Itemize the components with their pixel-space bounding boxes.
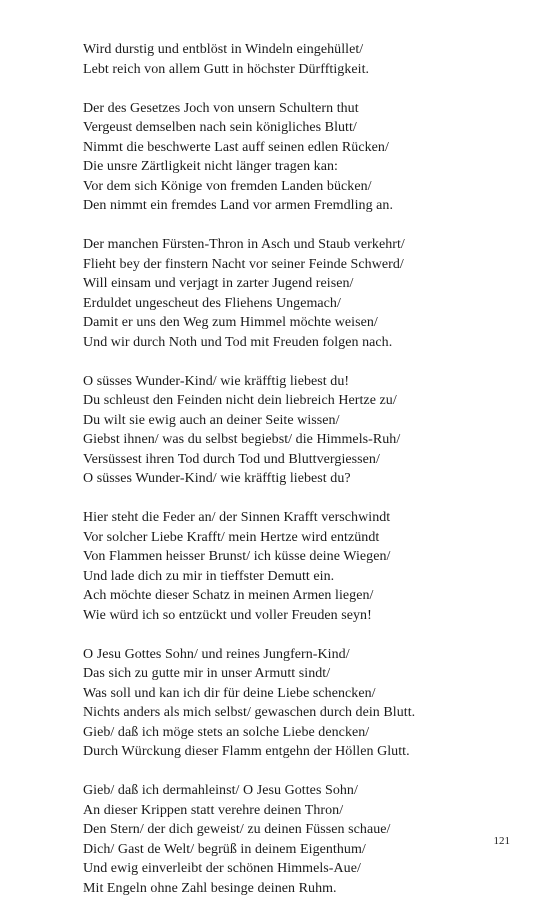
poem-line: Und ewig einverleibt der schönen Himmels-Aue/: [83, 861, 361, 876]
poem-line: O süsses Wunder-Kind/ wie kräfftig liebest du!: [83, 373, 350, 389]
poem-line: Das sich zu gutte mir in unser Armutt sindt/: [83, 666, 331, 681]
poem-line: Wird durstig und entblöst in Windeln eingehüllet/: [83, 42, 364, 57]
stanza-3: [83, 235, 523, 352]
poem-line: An dieser Krippen statt verehre deinen Thron/: [83, 802, 344, 818]
poem-line: Vor dem sich Könige von fremden Landen bücken/: [83, 178, 372, 194]
poem-line: Dich/ Gast de Welt/ begrüß in deinem Eigenthum/: [83, 841, 366, 857]
poem-line: Mit Engeln ohne Zahl besinge deinen Ruhm.: [83, 880, 337, 896]
poem-line: O Jesu Gottes Sohn/ und reines Jungfern-Kind/: [83, 646, 350, 662]
poem-line: Lebt reich von allem Gutt in höchster Dürfftigkeit.: [83, 61, 370, 77]
page-number: 121: [493, 835, 510, 847]
stanza-6: [83, 645, 523, 762]
poem-line: Vergeust demselben nach sein königliches Blutt/: [83, 120, 357, 135]
poem-line: Die unsre Zärtligkeit nicht länger tragen kan:: [83, 159, 338, 174]
stanza-5: [83, 508, 523, 625]
poem-line: Wie würd ich so entzückt und voller Freuden seyn!: [83, 607, 372, 623]
poem-line: Gieb/ daß ich möge stets an solche Liebe dencken/: [83, 724, 370, 740]
poem-line: Und lade dich zu mir in tieffster Demutt ein.: [83, 568, 335, 584]
poem-line: Durch Würckung dieser Flamm entgehn der Höllen Glutt.: [83, 744, 410, 759]
poem-line: Und wir durch Noth und Tod mit Freuden folgen nach.: [83, 334, 393, 350]
poem-line: Flieht bey der finstern Nacht vor seiner Feinde Schwerd/: [83, 256, 404, 272]
poem-line: Von Flammen heisser Brunst/ ich küsse deine Wiegen/: [83, 549, 391, 564]
poem-line: Giebst ihnen/ was du selbst begiebst/ die Himmels-Ruh/: [83, 432, 401, 447]
poem-line: Gieb/ daß ich dermahleinst/ O Jesu Gottes Sohn/: [83, 783, 358, 798]
poem-line: Will einsam und verjagt in zarter Jugend reisen/: [83, 276, 354, 291]
poem-line: Damit er uns den Weg zum Himmel möchte weisen/: [83, 315, 378, 330]
poem-line: Den nimmt ein fremdes Land vor armen Fremdling an.: [83, 198, 394, 213]
poem-line: Was soll und kan ich dir für deine Liebe schencken/: [83, 685, 376, 701]
poem-line: Versüssest ihren Tod durch Tod und Bluttvergiessen/: [83, 451, 380, 467]
poem-line: Den Stern/ der dich geweist/ zu deinen Füssen schaue/: [83, 822, 391, 837]
stanza-2: [83, 99, 523, 216]
poem-line: Hier steht die Feder an/ der Sinnen Krafft verschwindt: [83, 510, 391, 525]
stanza-1: [83, 40, 523, 79]
poem-line: Ach möchte dieser Schatz in meinen Armen liegen/: [83, 588, 374, 603]
stanza-7: [83, 781, 523, 898]
poem-line: Nichts anders als mich selbst/ gewaschen durch dein Blutt.: [83, 705, 416, 720]
stanza-4: [83, 372, 523, 489]
poem-body: [83, 40, 523, 918]
poem-line: Der des Gesetzes Joch von unsern Schultern thut: [83, 100, 359, 116]
poem-line: Du wilt sie ewig auch an deiner Seite wissen/: [83, 412, 340, 428]
poem-line: Du schleust den Feinden nicht dein liebreich Hertze zu/: [83, 393, 397, 408]
poem-line: Erduldet ungescheut des Fliehens Ungemach/: [83, 295, 341, 311]
poem-line: Der manchen Fürsten-Thron in Asch und Staub verkehrt/: [83, 237, 405, 252]
poem-line: Nimmt die beschwerte Last auff seinen edlen Rücken/: [83, 139, 389, 155]
poem-line: Vor solcher Liebe Krafft/ mein Hertze wird entzündt: [83, 529, 380, 545]
poem-line: O süsses Wunder-Kind/ wie kräfftig liebest du?: [83, 471, 351, 486]
